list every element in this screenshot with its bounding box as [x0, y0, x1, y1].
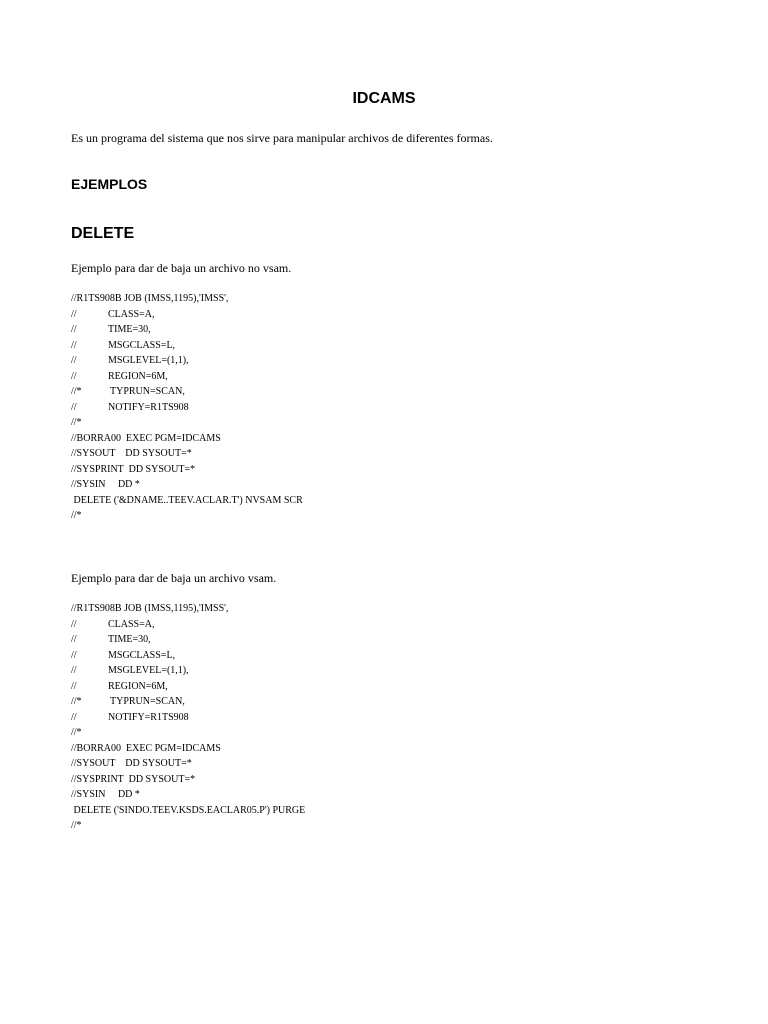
jcl-param-text: TIME=30,	[108, 324, 151, 335]
jcl-job-text: //R1TS908B JOB (IMSS,1195),'IMSS',	[71, 603, 229, 614]
jcl-prefix: //*	[71, 386, 82, 397]
jcl-comment-text: //*	[71, 510, 82, 521]
subsection-heading-delete: DELETE	[71, 225, 135, 242]
jcl-prefix: //	[71, 649, 77, 661]
jcl-prefix: //	[71, 665, 77, 676]
jcl-prefix: //*	[71, 696, 82, 707]
jcl-param-text: MSGCLASS=L,	[108, 339, 176, 351]
jcl-prefix: //	[71, 634, 77, 645]
jcl-prefix: //	[71, 711, 77, 723]
jcl-comment-text: //*	[71, 727, 82, 738]
jcl-prefix: //	[71, 401, 77, 413]
jcl-param-text: MSGCLASS=L,	[108, 649, 176, 661]
jcl-param-text: CLASS=A,	[108, 308, 155, 320]
intro-paragraph: Es un programa del sistema que nos sirve para manipular archivos de diferentes formas.	[71, 131, 493, 145]
jcl-prefix: //	[71, 680, 77, 692]
jcl-param-text: NOTIFY=R1TS908	[108, 711, 189, 723]
jcl-sysin-text: //SYSIN DD *	[71, 479, 140, 490]
jcl-delete-text: DELETE ('SINDO.TEEV.KSDS.EACLAR05.P') PURGE	[71, 804, 306, 816]
jcl-prefix: //	[71, 370, 77, 382]
jcl-param-text: NOTIFY=R1TS908	[108, 401, 189, 413]
jcl-sysprint-text: //SYSPRINT DD SYSOUT=*	[71, 773, 196, 785]
jcl-prefix: //	[71, 355, 77, 366]
jcl-prefix: //	[71, 324, 77, 335]
jcl-comment-text: //*	[71, 417, 82, 428]
jcl-param-text: TYPRUN=SCAN,	[110, 696, 185, 707]
page-title: IDCAMS	[352, 90, 416, 107]
jcl-param-text: MSGLEVEL=(1,1),	[108, 665, 189, 676]
jcl-exec-text: //BORRA00 EXEC PGM=IDCAMS	[71, 432, 221, 444]
jcl-param-text: CLASS=A,	[108, 618, 155, 630]
jcl-sysout-text: //SYSOUT DD SYSOUT=*	[71, 758, 192, 769]
jcl-param-text: REGION=6M,	[108, 680, 168, 692]
section-heading-ejemplos: EJEMPLOS	[71, 176, 148, 192]
example2-caption: Ejemplo para dar de baja un archivo vsam.	[71, 571, 277, 585]
example1-caption: Ejemplo para dar de baja un archivo no vsam.	[71, 261, 292, 275]
jcl-param-text: MSGLEVEL=(1,1),	[108, 355, 189, 366]
jcl-job-text: //R1TS908B JOB (IMSS,1195),'IMSS',	[71, 293, 229, 304]
jcl-sysin-text: //SYSIN DD *	[71, 789, 140, 800]
jcl-prefix: //	[71, 339, 77, 351]
jcl-param-text: TYPRUN=SCAN,	[110, 386, 185, 397]
jcl-sysout-text: //SYSOUT DD SYSOUT=*	[71, 448, 192, 459]
jcl-prefix: //	[71, 618, 77, 630]
jcl-param-text: REGION=6M,	[108, 370, 168, 382]
jcl-comment-text: //*	[71, 820, 82, 831]
jcl-sysprint-text: //SYSPRINT DD SYSOUT=*	[71, 463, 196, 475]
jcl-delete-text: DELETE ('&DNAME..TEEV.ACLAR.T') NVSAM SCR	[71, 494, 303, 506]
jcl-prefix: //	[71, 308, 77, 320]
jcl-param-text: TIME=30,	[108, 634, 151, 645]
jcl-exec-text: //BORRA00 EXEC PGM=IDCAMS	[71, 742, 221, 754]
